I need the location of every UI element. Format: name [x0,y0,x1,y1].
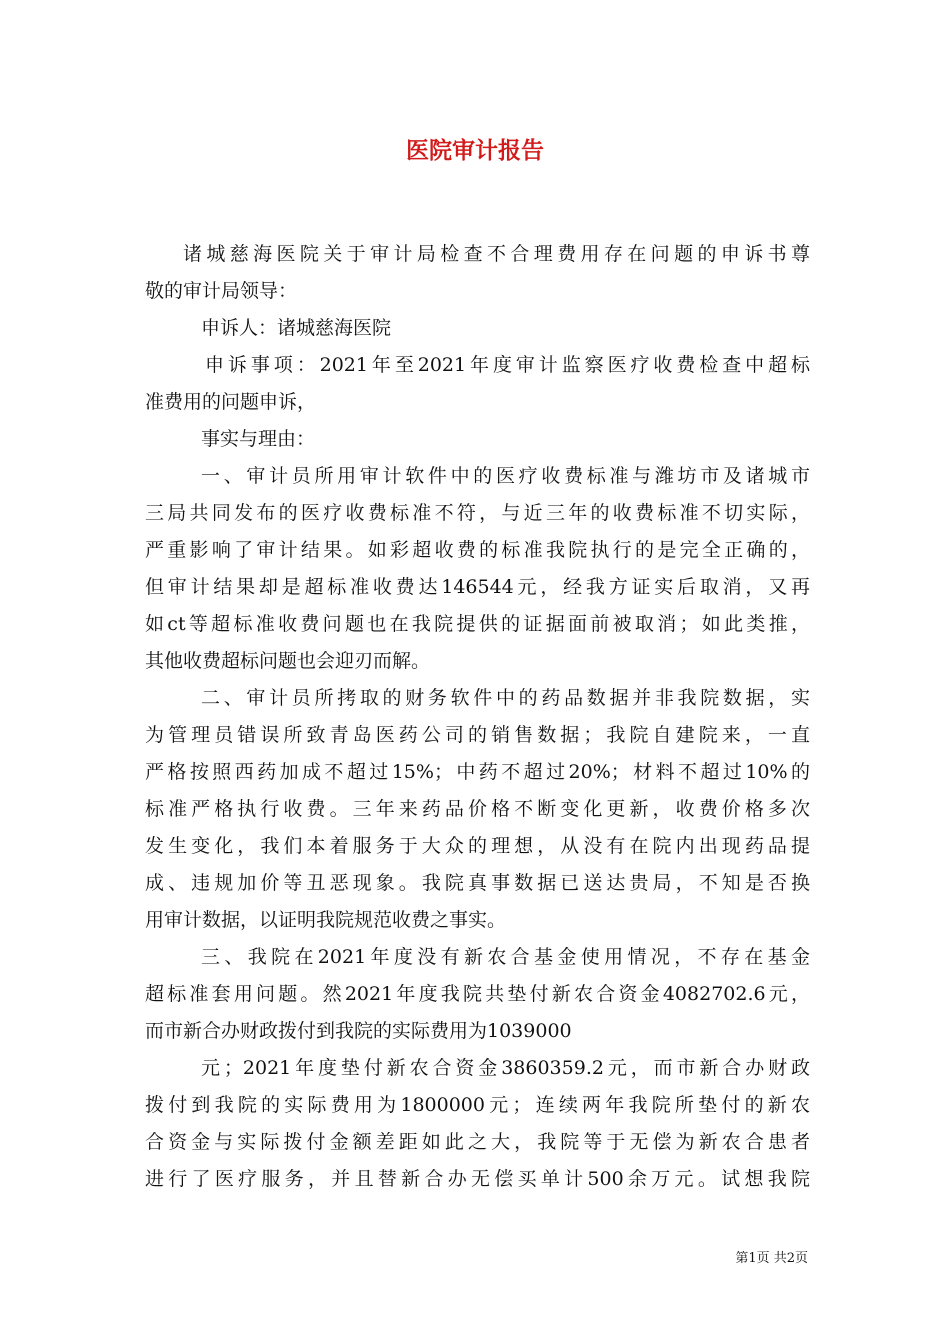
text-line: 事实与理由： [201,428,316,450]
text-line: 申诉事项：2021年至2021年度审计监察医疗收费检查中超标 [205,354,810,376]
text-line: 标准严格执行收费。三年来药品价格不断变化更新，收费价格多次 [145,798,810,820]
text-line: 其他收费超标问题也会迎刃而解。 [145,650,431,672]
text-line: 准费用的问题申诉， [145,391,317,413]
text-line: 拨付到我院的实际费用为1800000元；连续两年我院所垫付的新农 [145,1094,810,1116]
text-line: 进行了医疗服务，并且替新合办无偿买单计500余万元。试想我院 [145,1168,810,1190]
document-body [145,236,810,1198]
text-line: 为管理员错误所致青岛医药公司的销售数据；我院自建院来，一直 [145,724,810,746]
text-line: 三局共同发布的医疗收费标准不符，与近三年的收费标准不切实际， [145,502,810,524]
text-line: 但审计结果却是超标准收费达146544元，经我方证实后取消，又再 [145,576,810,598]
text-line: 而市新合办财政拨付到我院的实际费用为1039000 [145,1020,572,1042]
page-number: 第1页 共2页 [735,1251,808,1266]
text-line: 诸城慈海医院关于审计局检查不合理费用存在问题的申诉书尊 [183,243,810,265]
text-line: 一、审计员所用审计软件中的医疗收费标准与潍坊市及诸城市 [201,465,810,487]
text-line: 发生变化，我们本着服务于大众的理想，从没有在院内出现药品提 [145,835,810,857]
text-line: 合资金与实际拨付金额差距如此之大，我院等于无偿为新农合患者 [145,1131,810,1153]
text-line: 元；2021年度垫付新农合资金3860359.2元，而市新合办财政 [201,1057,810,1079]
text-line: 超标准套用问题。然2021年度我院共垫付新农合资金4082702.6元， [145,983,810,1005]
text-line: 成、违规加价等丑恶现象。我院真事数据已送达贵局，不知是否换 [145,872,810,894]
document-title: 医院审计报告 [406,138,544,164]
text-line: 如ct等超标准收费问题也在我院提供的证据面前被取消；如此类推， [145,613,810,635]
text-line: 申诉人：诸城慈海医院 [201,317,392,339]
text-line: 敬的审计局领导： [145,280,298,302]
text-line: 严重影响了审计结果。如彩超收费的标准我院执行的是完全正确的， [145,539,810,561]
text-line: 三、我院在2021年度没有新农合基金使用情况，不存在基金 [201,946,810,968]
text-line: 严格按照西药加成不超过15%；中药不超过20%；材料不超过10%的 [145,761,810,783]
text-line: 二、审计员所拷取的财务软件中的药品数据并非我院数据，实 [201,687,810,709]
text-line: 用审计数据，以证明我院规范收费之事实。 [145,909,507,931]
